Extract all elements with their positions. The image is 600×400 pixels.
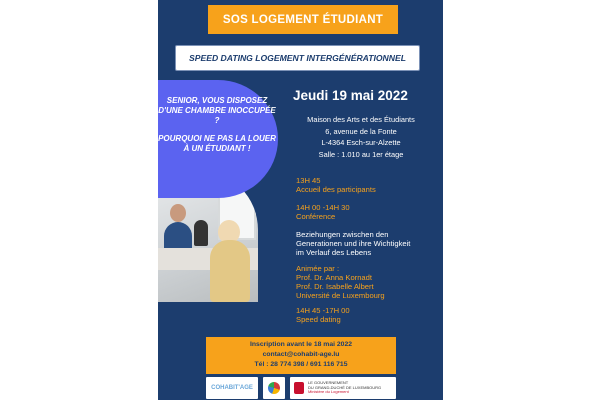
schedule-time: 13H 45: [296, 176, 321, 185]
schedule-text: Speed dating: [296, 315, 341, 324]
event-date: Jeudi 19 mai 2022: [293, 88, 408, 103]
schedule-text: Accueil des participants: [296, 185, 376, 194]
event-venue: [286, 114, 436, 160]
schedule-text: im Verlauf des Lebens: [296, 248, 372, 257]
schedule-item: [296, 306, 443, 324]
schedule-item: [296, 176, 443, 194]
schedule-time: 14H 00 -14H 30: [296, 203, 350, 212]
government-text: [308, 381, 381, 395]
schedule-text: Beziehungen zwischen den: [296, 230, 389, 239]
photo-person-background: [194, 220, 208, 246]
venue-line: Salle : 1.010 au 1er étage: [318, 149, 404, 159]
registration-box: [206, 337, 396, 374]
schedule-item: [296, 203, 443, 221]
contact-email[interactable]: contact@cohabit-age.lu: [262, 351, 340, 358]
sponsor-logos: [206, 377, 396, 399]
photo-person-head: [170, 204, 186, 222]
schedule-text: Generationen und ihre Wichtigkeit: [296, 239, 411, 248]
bubble-question: SENIOR, VOUS DISPOSEZ D'UNE CHAMBRE INOCCUPÉE ?: [158, 96, 276, 125]
cohabit-age-logo-text: COHABIT'AGE: [211, 385, 253, 391]
title-banner: SOS LOGEMENT ÉTUDIANT: [208, 5, 398, 34]
registration-deadline: Inscription avant le 18 mai 2022: [250, 341, 352, 348]
partner-logo: [263, 377, 285, 399]
schedule-time: 14H 45 -17H 00: [296, 306, 350, 315]
venue-line: L-4364 Esch-sur-Alzette: [321, 138, 401, 147]
gov-line: LE GOUVERNEMENT: [308, 380, 349, 386]
question-bubble-text: [158, 96, 276, 154]
lion-crest-icon: [294, 382, 304, 394]
contact-phone: Tél : 28 774 398 / 691 116 715: [254, 361, 348, 368]
schedule-text: Conférence: [296, 212, 336, 221]
venue-line: Maison des Arts et des Étudiants: [307, 115, 415, 124]
subtitle-banner: SPEED DATING LOGEMENT INTERGÉNÉRATIONNEL: [175, 45, 420, 71]
cohabit-age-logo: [206, 377, 258, 399]
government-logo: [290, 377, 396, 399]
conference-topic: [296, 230, 443, 257]
gov-line: DU GRAND-DUCHÉ DE LUXEMBOURG: [308, 384, 382, 390]
schedule-time: Animée par :: [296, 264, 340, 273]
photo-person-senior: [210, 240, 250, 302]
venue-line: 6, avenue de la Fonte: [325, 126, 397, 136]
schedule-text: Université de Luxembourg: [296, 291, 385, 300]
speakers: [296, 264, 443, 300]
event-poster: [158, 0, 443, 400]
gov-line: Ministère du Logement: [308, 389, 349, 395]
bubble-proposal: POURQUOI NE PAS LA LOUER À UN ÉTUDIANT !: [158, 134, 276, 153]
partner-logo-icon: [268, 382, 280, 394]
schedule-text: Prof. Dr. Anna Kornadt: [296, 273, 372, 282]
schedule-text: Prof. Dr. Isabelle Albert: [296, 282, 374, 291]
